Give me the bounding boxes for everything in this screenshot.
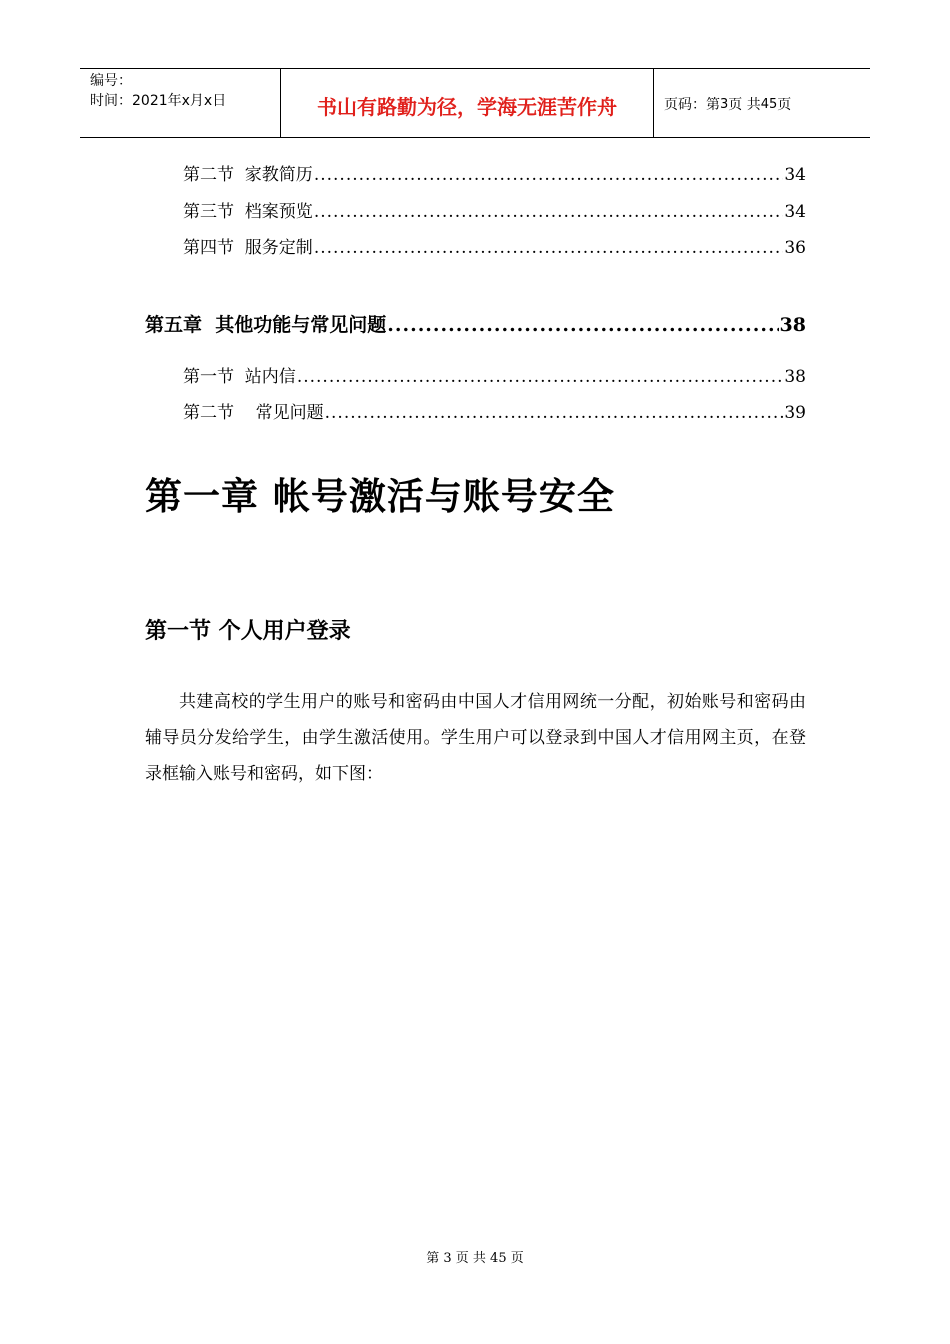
toc-entry-page: 39 [784,403,806,423]
serial-label: 编号： [90,73,132,89]
toc-chapter-entry[interactable] [145,310,806,337]
toc-entry-page: 38 [779,314,806,336]
toc-entry-label: 第五章 其他功能与常见问题 [145,314,387,336]
page-header [80,68,870,138]
toc-entry-label: 第二节 家教简历 [183,165,313,185]
toc-entry-label: 第一节 站内信 [183,367,296,387]
toc-entry-label: 第三节 档案预览 [183,202,313,222]
page-suffix: 页 [777,97,792,113]
toc-entry-page: 38 [784,367,806,387]
toc-entry-page: 34 [784,202,806,222]
toc-entry[interactable] [183,197,806,222]
page-number: 3 [720,96,729,112]
toc-entry-label: 第二节 常见问题 [183,403,324,423]
toc-leader [325,403,784,423]
page-prefix: 页码：第 [664,97,720,113]
toc-entry[interactable] [183,362,806,387]
page-footer: 第 3 页 共 45 页 [426,1251,524,1266]
section-title: 第一节 个人用户登录 [145,619,351,644]
toc-entry[interactable] [183,160,806,185]
header-motto: 书山有路勤为径，学海无涯苦作舟 [281,69,654,137]
toc-entry[interactable] [183,233,806,258]
toc-entry-label: 第四节 服务定制 [183,238,313,258]
toc-leader [314,202,784,222]
toc-leader [314,165,784,185]
toc-entry-page: 36 [784,238,806,258]
toc-leader [297,367,784,387]
header-meta [80,69,281,137]
toc-leader [314,238,784,258]
toc-entry[interactable] [183,398,806,423]
page-total: 45 [760,96,778,112]
page-mid: 页 共 [728,97,761,113]
time-label: 时间：2021年x月x日 [90,93,227,109]
chapter-title: 第一章 帐号激活与账号安全 [145,475,615,518]
header-page-info [654,69,870,137]
body-paragraph: 共建高校的学生用户的账号和密码由中国人才信用网统一分配，初始账号和密码由辅导员分发给学生，由学生激活使用。学生用户可以登录到中国人才信用网主页，在登录框输入账号和密码，如下图： [145,692,806,784]
toc-leader [387,314,778,336]
toc-entry-page: 34 [784,165,806,185]
